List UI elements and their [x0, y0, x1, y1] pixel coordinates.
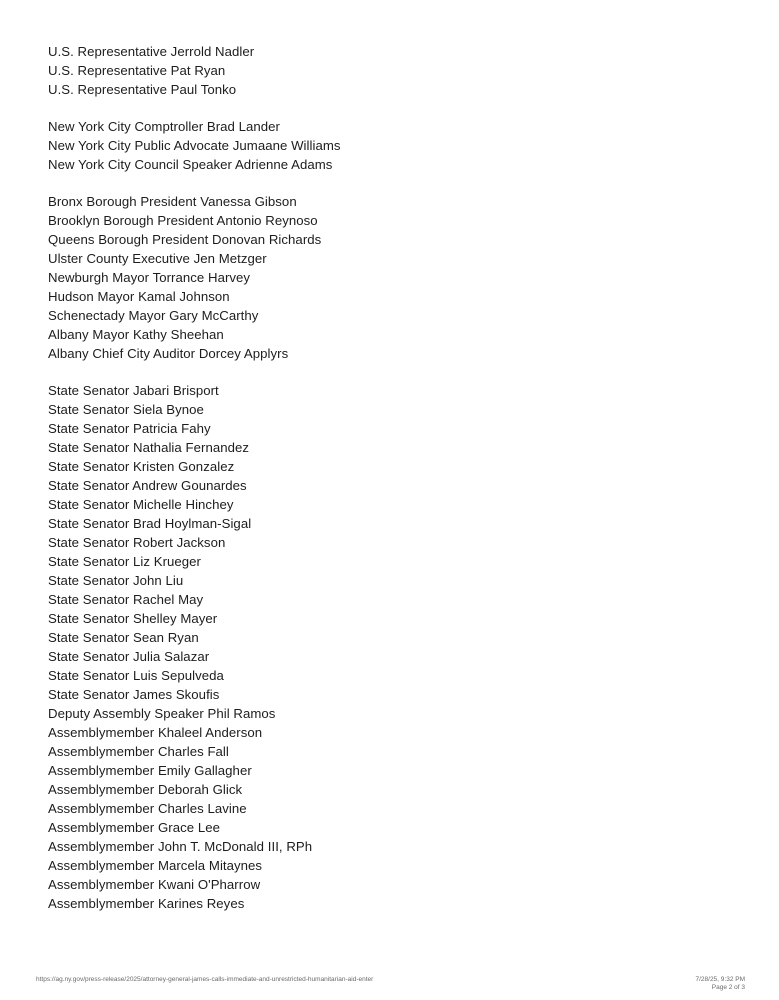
signatory-line: Albany Mayor Kathy Sheehan	[48, 327, 224, 342]
signatory-line: State Senator Andrew Gounardes	[48, 478, 247, 493]
signatory-line: State Senator Jabari Brisport	[48, 383, 219, 398]
signatory-line: Assemblymember Karines Reyes	[48, 896, 245, 911]
signatory-line: State Senator Shelley Mayer	[48, 611, 218, 626]
signatory-line: Assemblymember Charles Lavine	[48, 801, 247, 816]
signatory-line: Schenectady Mayor Gary McCarthy	[48, 308, 259, 323]
signatory-line: Assemblymember Marcela Mitaynes	[48, 858, 263, 873]
signatory-line: State Senator Siela Bynoe	[48, 402, 204, 417]
signatory-line: U.S. Representative Jerrold Nadler	[48, 44, 255, 59]
signatory-list	[48, 42, 748, 931]
signatory-line: Assemblymember Khaleel Anderson	[48, 725, 263, 740]
signatory-line: New York City Council Speaker Adrienne Adams	[48, 157, 333, 172]
signatory-line: Newburgh Mayor Torrance Harvey	[48, 270, 251, 285]
signatory-line: Queens Borough President Donovan Richards	[48, 232, 322, 247]
signatory-line: State Senator Julia Salazar	[48, 649, 210, 664]
signatory-line: State Senator Robert Jackson	[48, 535, 226, 550]
signatory-line: Assemblymember John T. McDonald III, RPh	[48, 839, 313, 854]
signatory-line: Assemblymember Deborah Glick	[48, 782, 243, 797]
signatory-line: State Senator Rachel May	[48, 592, 204, 607]
signatory-line: State Senator Luis Sepulveda	[48, 668, 224, 683]
signatory-line: State Senator John Liu	[48, 573, 184, 588]
signatory-line: Deputy Assembly Speaker Phil Ramos	[48, 706, 276, 721]
signatory-line: Hudson Mayor Kamal Johnson	[48, 289, 230, 304]
footer-timestamp: 7/28/25, 9:32 PM	[695, 976, 745, 983]
signatory-line: Assemblymember Charles Fall	[48, 744, 229, 759]
signatory-line: Assemblymember Emily Gallagher	[48, 763, 252, 778]
signatory-line: Assemblymember Kwani O'Pharrow	[48, 877, 261, 892]
group-state-legislators	[48, 381, 748, 913]
group-local-officials	[48, 192, 748, 363]
signatory-line: U.S. Representative Pat Ryan	[48, 63, 226, 78]
group-nyc-officials	[48, 117, 748, 174]
signatory-line: Ulster County Executive Jen Metzger	[48, 251, 267, 266]
footer-url: https://ag.ny.gov/press-release/2025/attorney-general-james-calls-immediate-and-unrestricted-humanitarian-aid-enter	[36, 976, 374, 983]
signatory-line: State Senator Liz Krueger	[48, 554, 201, 569]
signatory-line: Albany Chief City Auditor Dorcey Applyrs	[48, 346, 289, 361]
footer-page-number: Page 2 of 3	[711, 984, 745, 991]
signatory-line: State Senator James Skoufis	[48, 687, 220, 702]
signatory-line: State Senator Sean Ryan	[48, 630, 199, 645]
signatory-line: State Senator Nathalia Fernandez	[48, 440, 250, 455]
signatory-line: State Senator Michelle Hinchey	[48, 497, 234, 512]
signatory-line: U.S. Representative Paul Tonko	[48, 82, 237, 97]
signatory-line: New York City Public Advocate Jumaane Williams	[48, 138, 341, 153]
signatory-line: State Senator Kristen Gonzalez	[48, 459, 235, 474]
signatory-line: New York City Comptroller Brad Lander	[48, 119, 280, 134]
signatory-line: Brooklyn Borough President Antonio Reynoso	[48, 213, 318, 228]
signatory-line: State Senator Patricia Fahy	[48, 421, 211, 436]
footer-meta	[695, 976, 745, 992]
signatory-line: Assemblymember Grace Lee	[48, 820, 220, 835]
signatory-line: State Senator Brad Hoylman-Sigal	[48, 516, 252, 531]
group-us-representatives	[48, 42, 748, 99]
signatory-line: Bronx Borough President Vanessa Gibson	[48, 194, 297, 209]
